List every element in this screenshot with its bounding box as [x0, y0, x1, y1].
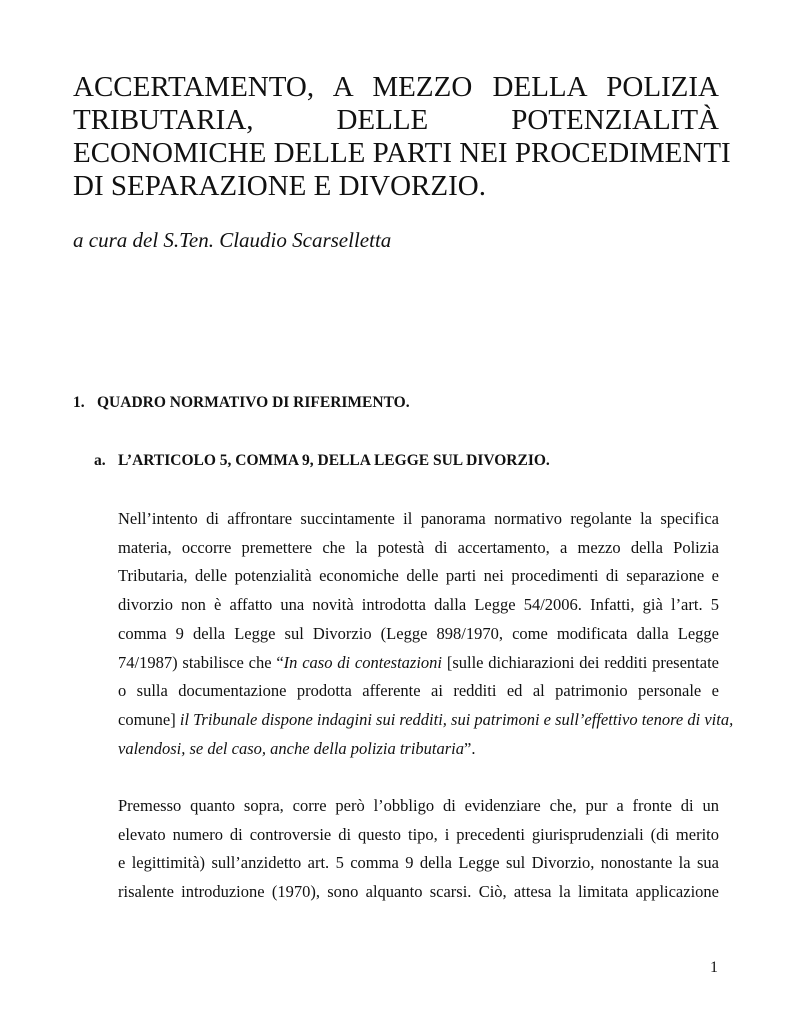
page-number: 1: [710, 959, 718, 976]
paragraph-line: materia, occorre premettere che la potestà di accertamento, a mezzo della Polizia: [118, 537, 719, 557]
subsection-heading-text: L’ARTICOLO 5, COMMA 9, DELLA LEGGE SUL DIVORZIO.: [118, 452, 550, 469]
quoted-text: il Tribunale dispone indagini sui redditi, sui patrimoni e sull’effettivo tenore di vita,: [179, 709, 734, 729]
title-line: DI SEPARAZIONE E DIVORZIO.: [73, 170, 486, 202]
title-line: ECONOMICHE DELLE PARTI NEI PROCEDIMENTI: [73, 137, 731, 169]
subsection-number: a.: [94, 452, 106, 469]
paragraph-line: divorzio non è affatto una novità introdotta dalla Legge 54/2006. Infatti, già l’art. 5: [118, 595, 719, 615]
subsection-heading: [94, 451, 550, 471]
section-number: 1.: [73, 394, 85, 411]
paragraph-line: comma 9 della Legge sul Divorzio (Legge 898/1970, come modificata dalla Legge: [118, 623, 719, 643]
paragraph-line: o sulla documentazione prodotta afferente ai redditi ed al patrimonio personale e: [118, 681, 719, 701]
paragraph-line: elevato numero di controversie di questo tipo, i precedenti giurisprudenziali (di merito: [118, 824, 719, 844]
paragraph-line: risalente introduzione (1970), sono alquanto scarsi. Ciò, attesa la limitata applicazione: [118, 882, 719, 902]
paragraph-line: [118, 706, 734, 735]
paragraph-line: [118, 735, 719, 764]
document-title: [73, 71, 731, 203]
paragraph-1: [118, 505, 734, 763]
paragraph-line: Nell’intento di affrontare succintamente il panorama normativo regolante la specifica: [118, 509, 719, 528]
paragraph-2: [118, 792, 719, 907]
text-run: comune]: [118, 709, 180, 729]
text-run: 74/1987) stabilisce che “: [118, 652, 284, 672]
paragraph-line: e legittimità) sull’anzidetto art. 5 comma 9 della Legge sul Divorzio, nonostante la sua: [118, 853, 719, 873]
quoted-text: valendosi, se del caso, anche della polizia tributaria: [118, 738, 465, 758]
text-run: ”.: [464, 738, 476, 758]
paragraph-line: [118, 649, 719, 678]
paragraph-line: Premesso quanto sopra, corre però l’obbligo di evidenziare che, pur a fronte di un: [118, 796, 719, 815]
quoted-text: In caso di contestazioni: [283, 652, 443, 672]
section-heading: [73, 393, 410, 413]
author-line: a cura del S.Ten. Claudio Scarselletta: [73, 228, 392, 252]
section-heading-text: QUADRO NORMATIVO DI RIFERIMENTO.: [97, 394, 410, 411]
paragraph-line: Tributaria, delle potenzialità economiche delle parti nei procedimenti di separazione e: [118, 566, 719, 586]
text-run: [sulle dichiarazioni dei redditi presentate: [442, 652, 719, 672]
title-line: ACCERTAMENTO, A MEZZO DELLA POLIZIA: [73, 71, 719, 103]
title-line: TRIBUTARIA, DELLE POTENZIALITÀ: [73, 104, 719, 136]
